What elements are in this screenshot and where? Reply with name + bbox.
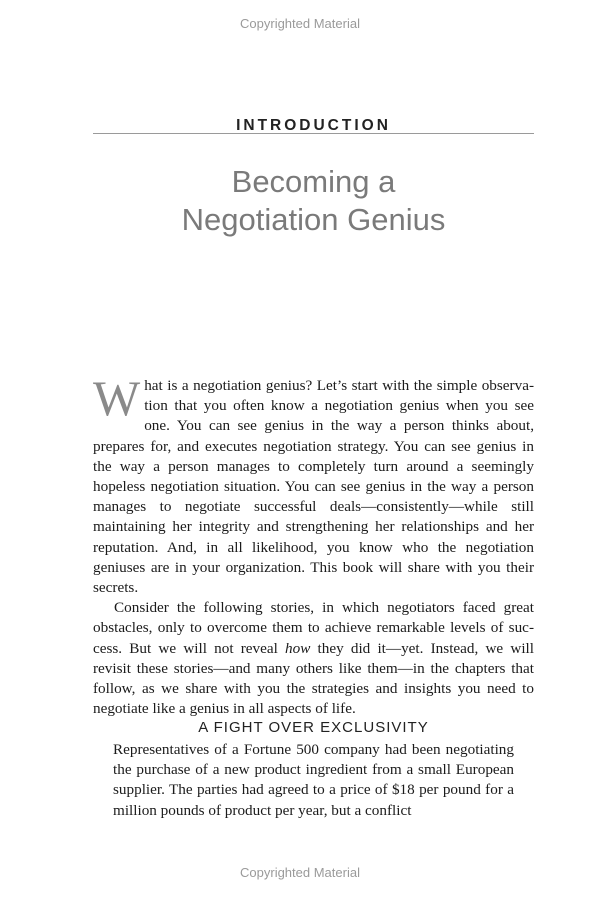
drop-cap: W	[93, 370, 141, 426]
paragraph-2-text-b: they did it—yet. Instead, we will revisit these stories—and many others like them—in the chapters that follow, as we share with you the strategies and insights you need to negotiate like a genius in all aspects of life.	[93, 639, 534, 718]
watermark-bottom: Copyrighted Material	[240, 865, 360, 880]
chapter-title-line1: Becoming a	[231, 164, 396, 199]
paragraph-1	[93, 370, 534, 598]
section-paragraph: Representatives of a Fortune 500 company had been negotiating the purchase of a new product ingredient from a small European supplier. The parties had agreed to a price of $18 per pound for a million pounds of product per year, but a conflict	[113, 741, 514, 819]
chapter-title-line2: Negotiation Genius	[181, 202, 446, 237]
paragraph-2-emphasis: how	[285, 639, 311, 657]
paragraph-1-text: hat is a negotiation genius? Let’s start with the simple observation that you often know a negotiation genius when you see one. You can see genius in the way a person thinks about, prepares for, and executes negotiation strategy. You can see genius in the way a person manages to completely turn around a seemingly hopeless negotiation situation. You can see genius in the way a person manages to negotiate successful deals—consistently—while still maintaining her integrity and strengthening her relationships and her reputation. And, in all likelihood, you know who the negotiation geniuses are in your organization. This book will share with you their secrets.	[93, 377, 534, 597]
chapter-label: INTRODUCTION	[236, 117, 391, 134]
paragraph-2	[93, 598, 534, 719]
chapter-title	[93, 163, 534, 239]
paragraph-2-text-a: Consider the following stories, in which negotiators faced great obstacles, only to overcome them to achieve remarkable levels of success. But we will not reveal	[93, 599, 534, 657]
body-text	[93, 370, 534, 719]
section-heading: A FIGHT OVER EXCLUSIVITY	[198, 719, 429, 736]
section-text	[113, 740, 514, 821]
watermark-top: Copyrighted Material	[240, 16, 360, 31]
chapter-rule	[93, 133, 534, 134]
